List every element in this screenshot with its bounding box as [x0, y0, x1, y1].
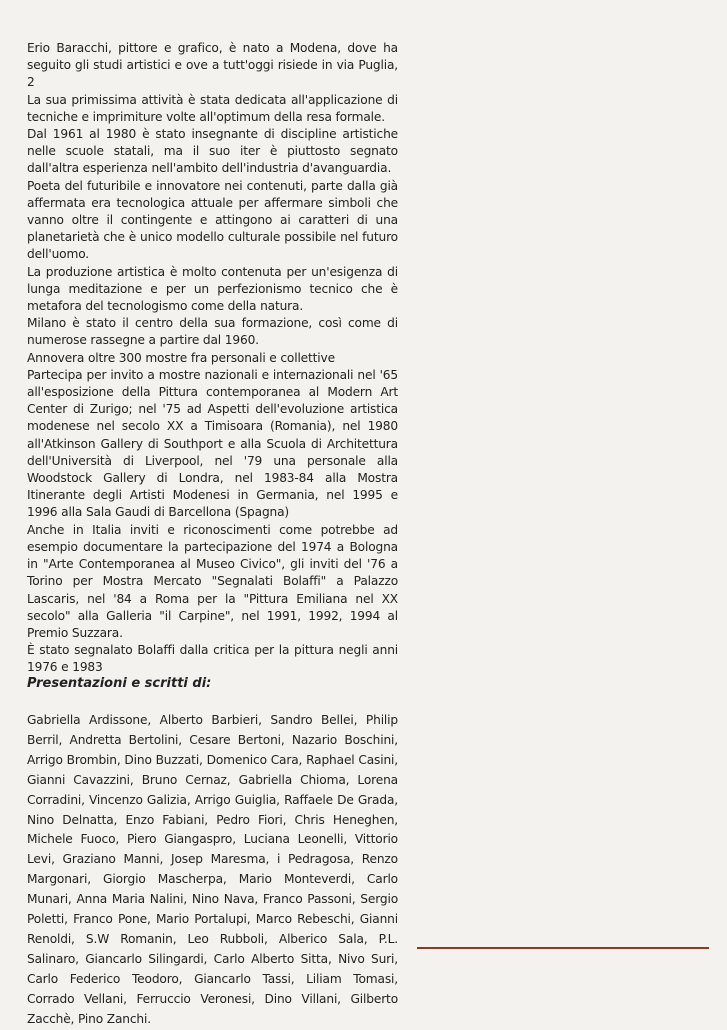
bio-paragraph: La produzione artistica è molto contenuta per un'esigenza di lunga meditazione e per un perfezionismo tecnico che è metafora del tecnologismo come della natura.	[27, 264, 398, 314]
bio-paragraph: Erio Baracchi, pittore e grafico, è nato a Modena, dove ha seguito gli studi artistici e ove a tutt'oggi risiede in via Puglia, 2	[27, 41, 398, 90]
presentations-names: Gabriella Ardissone, Alberto Barbieri, Sandro Bellei, Philip Berril, Andretta Bertolini, Cesare Bertoni, Nazario Boschini, Arrigo Brombin, Dino Buzzati, Domenico Cara, Raphael Casini, Gianni Cavazzini, Bruno Cernaz, Gabriella Chioma, Lorena Corradini, Vincenzo Galizia, Arrigo Guiglia, Raffaele De Grada, Nino Delnatta, Enzo Fabiani, Pedro Fiori, Chris Heneghen, Michele Fuoco, Piero Giangaspro, Luciana Leonelli, Vittorio Levi, Graziano Manni, Josep Maresma, i Pedragosa, Renzo Margonari, Giorgio Mascherpa, Mario Monteverdi, Carlo Munari, Anna Maria Nalini, Nino Nava, Franco Passoni, Sergio Poletti, Franco Pone, Mario Portalupi, Marco Rebeschi, Gianni Renoldi, S.W Romanin, Leo Rubboli, Alberico Sala, P.L. Salinaro, Giancarlo Silingardi, Carlo Alberto Sitta, Nivo Suri, Carlo Federico Teodoro, Giancarlo Tassi, Liliam Tomasi, Corrado Vellani, Ferruccio Veronesi, Dino Villani, Gilberto Zacchè, Pino Zanchi.	[27, 713, 398, 1026]
bio-paragraph: È stato segnalato Bolaffi dalla critica per la pittura negli anni 1976 e 1983	[27, 643, 398, 675]
bio-paragraph: La sua primissima attività è stata dedicata all'applicazione di tecniche e imprimiture volte all'optimum della resa formale.	[27, 92, 398, 124]
bio-paragraph: Milano è stato il centro della sua formazione, così come di numerose rassegne a partire dal 1960.	[27, 316, 398, 348]
bio-paragraph: Partecipa per invito a mostre nazionali e internazionali nel '65 all'esposizione della Pittura contemporanea al Modern Art Center di Zurigo; nel '75 ad Aspetti dell'evoluzione artistica modenese nel secolo XX a Timisoara (Romania), nel 1980 all'Atkinson Gallery di Southport e alla Scuola di Architettura dell'Università di Liverpool, nel '79 una personale alla Woodstock Gallery di Londra, nel 1983-84 alla Mostra Itinerante degli Artisti Modenesi in Germania, nel 1995 e 1996 alla Sala Gaudi di Barcellona (Spagna)	[27, 367, 398, 520]
bio-paragraph: Dal 1961 al 1980 è stato insegnante di discipline artistiche nelle scuole statali, ma il suo iter è piuttosto segnato dall'altra esperienza nell'ambito dell'industria d'avanguardia.	[27, 127, 398, 176]
bio-paragraph: Annovera oltre 300 mostre fra personali e collettive	[27, 350, 335, 365]
bio-paragraph: Poeta del futuribile e innovatore nei contenuti, parte dalla già affermata era tecnologica attuale per affermare simboli che vanno oltre il contingente e attingono ai caratteri di una planetarietà che è unico modello culturale possibile nel futuro dell'uomo.	[27, 178, 398, 262]
presentations-heading: Presentazioni e scritti di:	[27, 676, 212, 691]
biography-text	[27, 40, 398, 677]
bio-paragraph: Anche in Italia inviti e riconoscimenti come potrebbe ad esempio documentare la partecipazione del 1974 a Bologna in "Arte Contemporanea al Museo Civico", gli inviti del '76 a Torino per Mostra Mercato "Segnalati Bolaffi" a Palazzo Lascaris, nel '84 a Roma per la "Pittura Emiliana nel XX secolo" alla Galleria "il Carpine", nel 1991, 1992, 1994 al Premio Suzzara.	[27, 522, 398, 640]
decorative-rule	[417, 947, 709, 949]
